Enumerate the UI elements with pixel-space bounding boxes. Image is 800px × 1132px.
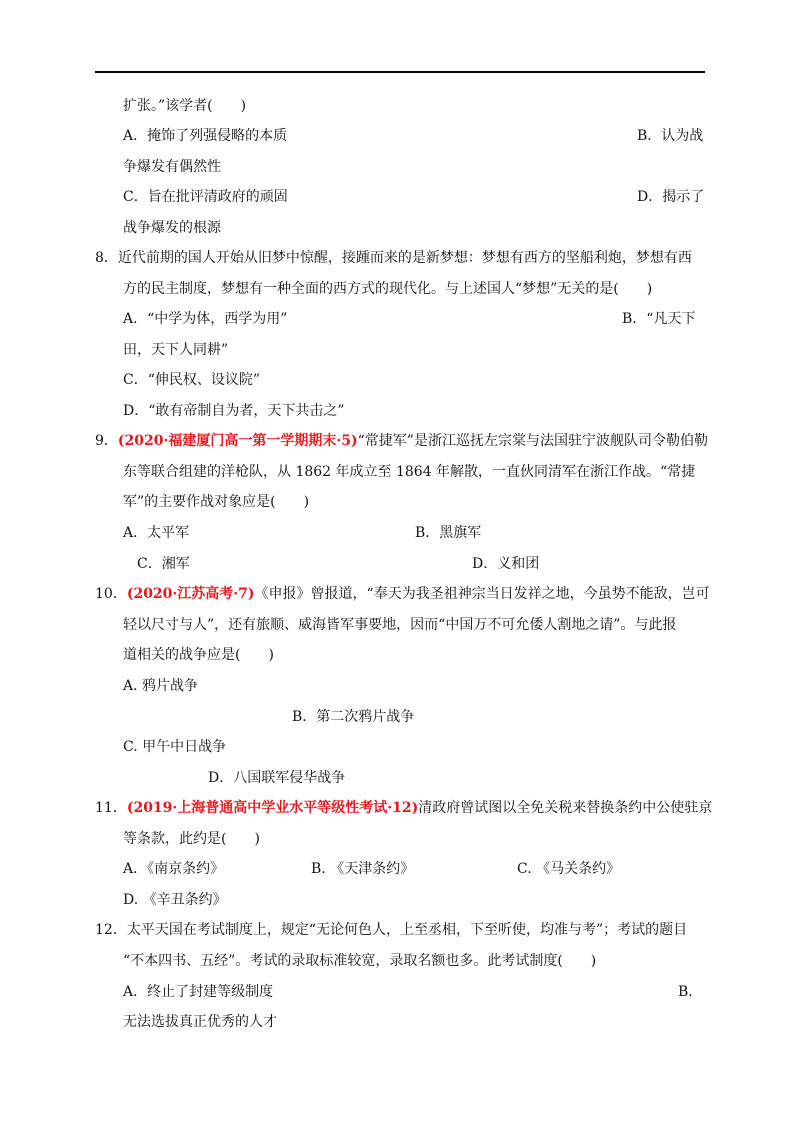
q9-stem-line2: 东等联合组建的洋枪队，从 1862 年成立至 1864 年解散，一直伙同清军在浙江作战。“常捷 [123,464,696,480]
q11-option-c: C. 《马关条约》 [517,861,621,877]
header-rule [95,71,705,73]
q11-stem-line1 [95,798,712,818]
q8-option-a: A．“中学为体，西学为用” [123,311,288,327]
q11-source: (2019·上海普通高中学业水平等级性考试·12) [126,800,419,816]
q9-source: (2020·福建厦门高一第一学期期末·5) [117,433,358,449]
q10-stem-line3: 道相关的战争应是( ) [123,647,274,663]
q10-number: 10． [95,586,127,602]
q8-option-d: D．“敢有帝制自为者，天下共击之” [123,403,345,419]
q8-stem-line1: 8．近代前期的国人开始从旧梦中惊醒，接踵而来的是新梦想：梦想有西方的坚船利炮，梦想有西 [95,250,692,266]
q11-stem-line2: 等条款，此约是( ) [123,831,260,847]
q9-stem-line3: 军”的主要作战对象应是( ) [123,494,310,510]
q9-option-d: D．义和团 [472,556,540,572]
q9-option-c: C．湘军 [137,556,190,572]
q12-option-b: B． [678,984,703,1000]
q9-stem-text: “常捷军”是浙江巡抚左宗棠与法国驻宁波舰队司令勒伯勒 [357,433,708,449]
q10-option-b: B．第二次鸦片战争 [292,709,415,725]
q9-number: 9． [95,433,118,449]
q10-option-c: C. 甲午中日战争 [123,739,227,755]
q12-option-a: A．终止了封建等级制度 [123,984,274,1000]
q8-option-b-continued: 田，天下人同耕” [123,342,229,358]
q7-option-a: A．掩饰了列强侵略的本质 [123,128,288,144]
q7-option-c: C．旨在批评清政府的顽固 [123,189,288,205]
q7-option-d: D．揭示了 [637,189,705,205]
q7-option-d-continued: 战争爆发的根源 [123,220,221,236]
q7-option-b-continued: 争爆发有偶然性 [123,159,221,175]
q7-stem-continued: 扩张。”该学者( ) [123,98,247,114]
q11-option-b: B. 《天津条约》 [311,861,415,877]
q12-option-b-continued: 无法选拔真正优秀的人才 [123,1014,277,1030]
q11-stem-text: 清政府曾试图以全免关税来替换条约中公使驻京 [418,800,713,816]
q9-option-a: A．太平军 [123,525,190,541]
q11-option-a: A．《南京条约》 [123,861,225,877]
q12-stem-line2: “不本四书、五经”。考试的录取标准较宽，录取名额也多。此考试制度( ) [123,953,597,969]
q11-number: 11． [95,800,127,816]
q10-stem-line2: 轻以尺寸与人”，还有旅顺、威海皆军事要地，因而“中国万不可允倭人割地之请”。与此报 [123,617,677,633]
q7-option-b: B．认为战 [637,128,704,144]
q8-option-b: B．“凡天下 [622,311,696,327]
q9-option-b: B．黑旗军 [415,525,482,541]
q8-stem-line2: 方的民主制度，梦想有一种全面的西方式的现代化。与上述国人“梦想”无关的是( ) [123,281,653,297]
q10-option-d: D．八国联军侵华战争 [208,770,346,786]
q10-option-a: A. 鸦片战争 [123,678,199,694]
q11-option-d: D. 《辛丑条约》 [123,892,227,908]
q8-option-c: C．“伸民权、设议院” [123,372,261,388]
q10-stem-text: 《申报》曾报道，“奉天为我圣祖神宗当日发祥之地，今虽势不能敌，岂可 [254,586,710,602]
q9-stem-line1 [95,431,708,451]
q10-stem-line1 [95,584,710,604]
q10-source: (2020·江苏高考·7) [126,586,255,602]
q12-stem-line1: 12．太平天国在考试制度上，规定“无论何色人，上至丞相，下至听使，均准与考”；考试的题目 [95,922,688,938]
